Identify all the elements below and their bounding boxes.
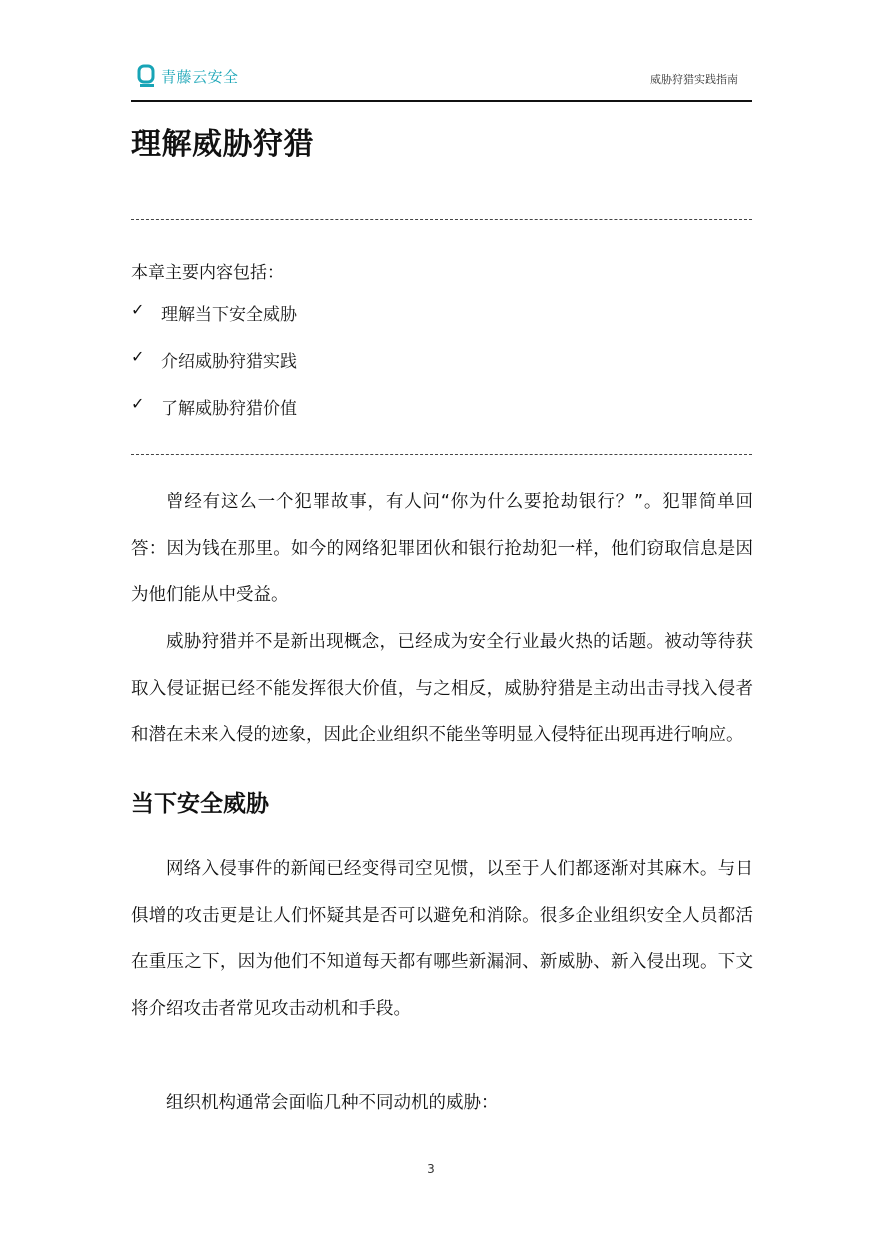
logo-text: 青藤云安全 <box>161 67 239 86</box>
divider-top <box>131 219 752 220</box>
checklist-item-text: 了解威胁狩猎价值 <box>161 399 297 419</box>
checklist-item-text: 介绍威胁狩猎实践 <box>161 352 297 372</box>
page-header <box>131 62 752 102</box>
check-icon: ✓ <box>131 394 145 413</box>
checklist-item <box>131 347 297 394</box>
paragraph-crime-story: 曾经有这么一个犯罪故事，有人问“你为什么要抢劫银行？”。犯罪简单回答：因为钱在那里。如今的网络犯罪团伙和银行抢劫犯一样，他们窃取信息是因为他们能从中受益。 <box>131 492 753 605</box>
page-title: 理解威胁狩猎 <box>131 127 314 162</box>
chapter-intro: 本章主要内容包括： <box>131 263 284 283</box>
checklist-item-text: 理解当下安全威胁 <box>161 305 297 325</box>
paragraph-threat-motives: 组织机构通常会面临几种不同动机的威胁： <box>166 1093 499 1113</box>
brand-logo <box>136 64 239 88</box>
logo-icon <box>136 64 158 88</box>
check-icon: ✓ <box>131 300 145 319</box>
paragraph-intrusion-news: 网络入侵事件的新闻已经变得司空见惯，以至于人们都逐渐对其麻木。与日俱增的攻击更是让人们怀疑其是否可以避免和消除。很多企业组织安全人员都活在重压之下，因为他们不知道每天都有哪些新漏洞、新威胁、新入侵出现。下文将介绍攻击者常见攻击动机和手段。 <box>131 859 753 1019</box>
paragraph-threat-hunting-intro: 威胁狩猎并不是新出现概念，已经成为安全行业最火热的话题。被动等待获取入侵证据已经不能发挥很大价值，与之相反，威胁狩猎是主动出击寻找入侵者和潜在未来入侵的迹象，因此企业组织不能坐等明显入侵特征出现再进行响应。 <box>131 632 753 745</box>
document-title: 威胁狩猎实践指南 <box>650 73 738 86</box>
section-title: 当下安全威胁 <box>131 791 269 817</box>
page-number: 3 <box>427 1162 435 1176</box>
check-icon: ✓ <box>131 347 145 366</box>
checklist-item <box>131 394 297 441</box>
chapter-checklist <box>131 300 297 441</box>
divider-bottom <box>131 454 752 455</box>
checklist-item <box>131 300 297 347</box>
